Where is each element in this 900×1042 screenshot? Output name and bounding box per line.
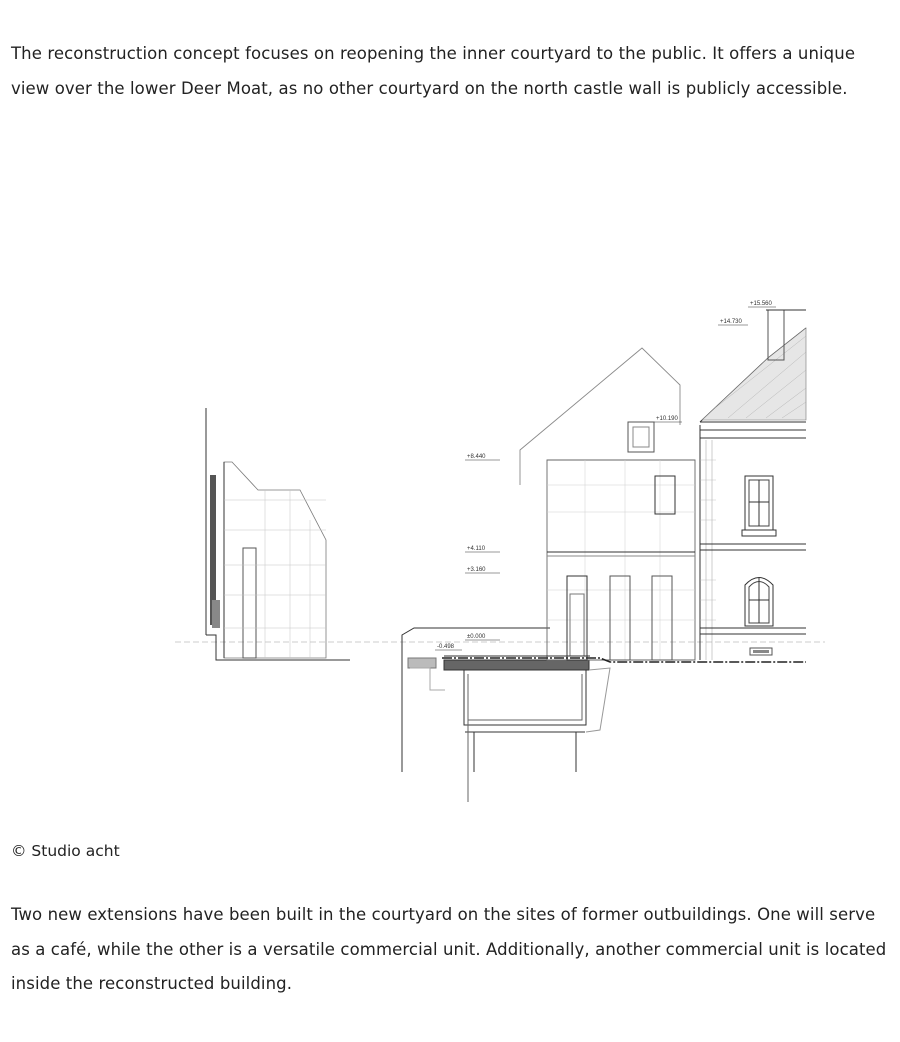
elevation-drawing-figure (170, 290, 830, 810)
extensions-paragraph: Two new extensions have been built in the courtyard on the sites of former outbuildings. One will serve as a café, while the other is a versatile commercial unit. Additionally, another commercial unit is located inside the reconstructed building. (11, 905, 887, 993)
right-complex (402, 310, 806, 802)
elevation-label-0000: ±0.000 (467, 634, 486, 640)
elevation-label-8440: +8.440 (467, 454, 486, 460)
elevation-label-15560: +15.560 (750, 301, 772, 307)
elevation-label-14730: +14.730 (720, 319, 742, 325)
intro-paragraph: The reconstruction concept focuses on reopening the inner courtyard to the public. It offers a unique view over the lower Deer Moat, as no other courtyard on the north castle wall is publicly accessible. (11, 44, 856, 98)
elevation-label-4110: +4.110 (467, 546, 486, 552)
elevation-label-3160: +3.160 (467, 567, 486, 573)
elevation-drawing (170, 290, 830, 810)
elevation-label-10190: +10.190 (656, 416, 678, 422)
elevation-label-minus-0498: -0.498 (437, 644, 455, 650)
left-extension (206, 408, 350, 660)
image-credit-caption: © Studio acht (11, 842, 120, 860)
elevation-labels (435, 301, 776, 650)
